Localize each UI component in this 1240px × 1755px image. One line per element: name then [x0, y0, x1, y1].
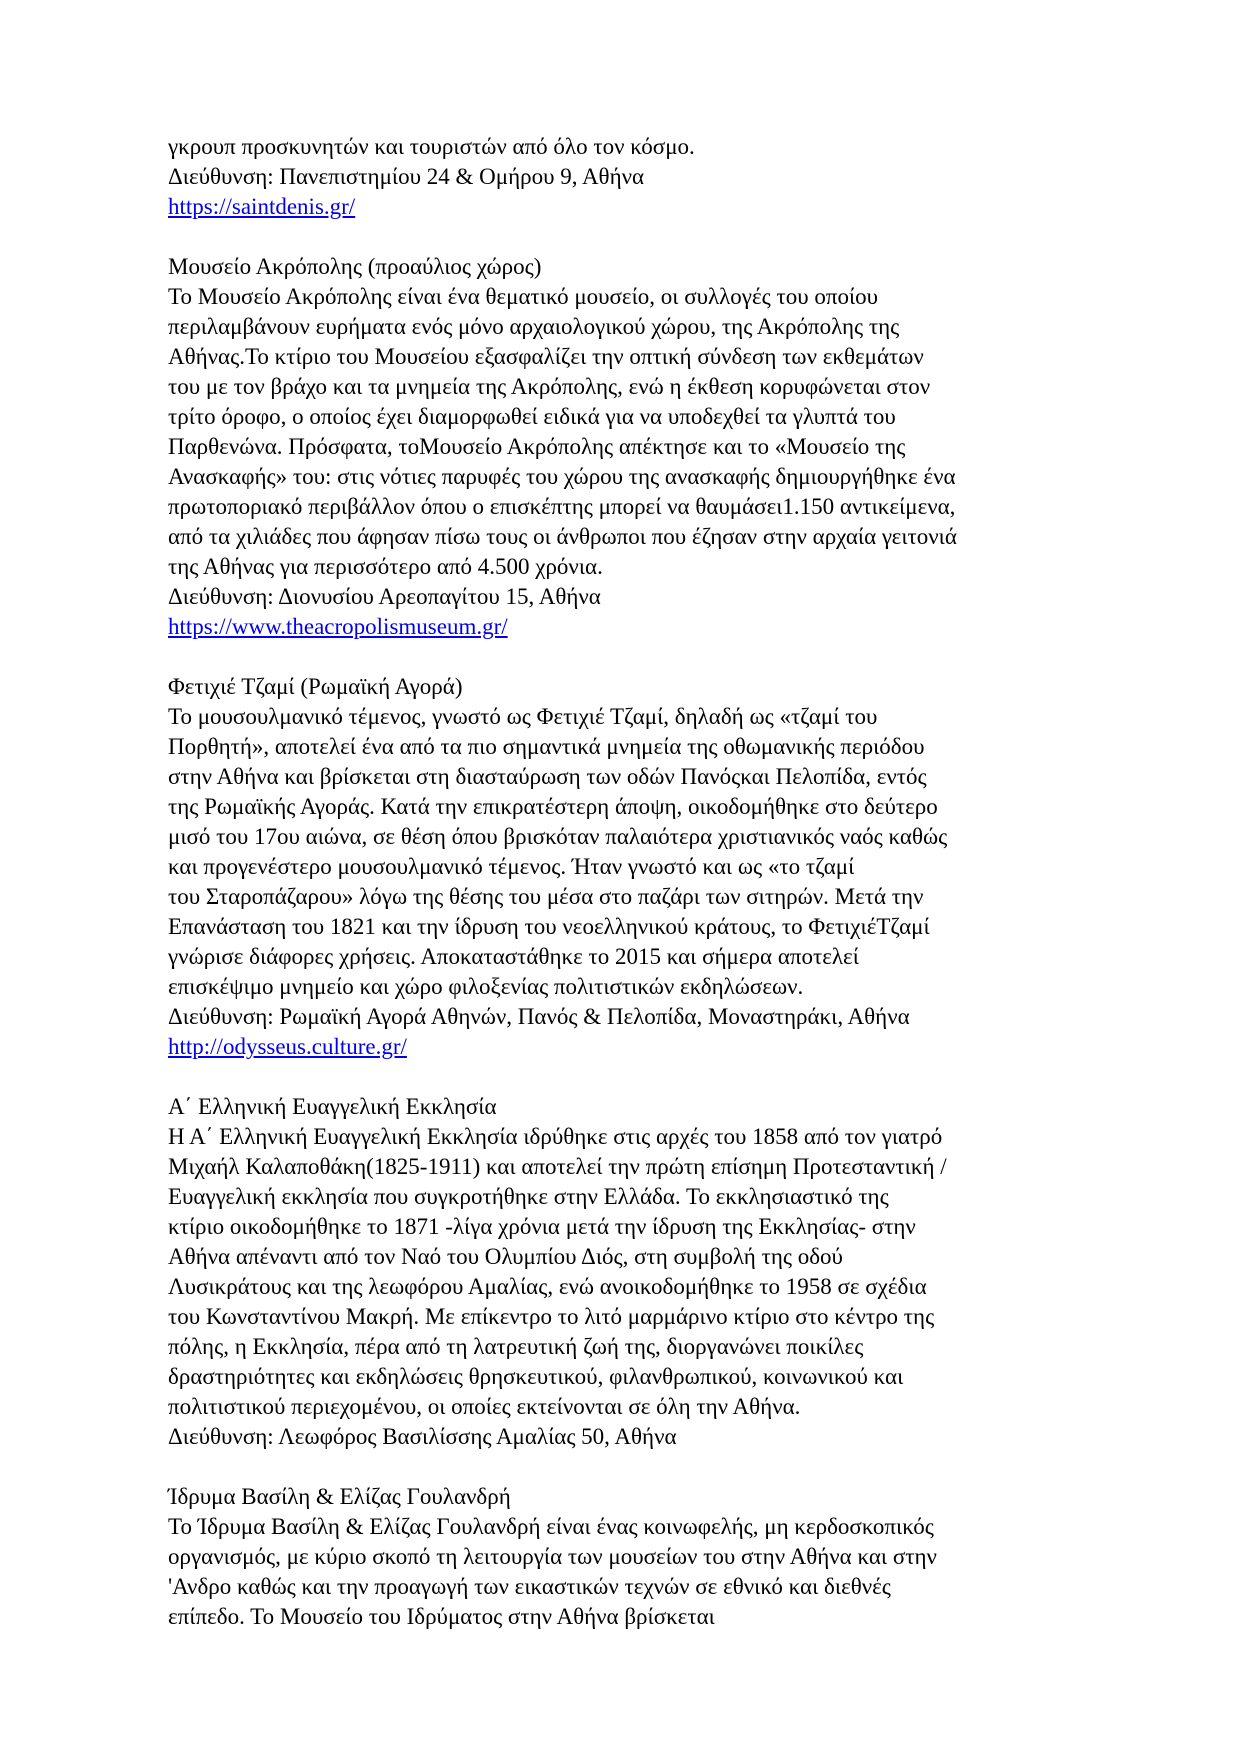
text-line: Επανάσταση του 1821 και την ίδρυση του νεοελληνικού κράτους, το ΦετιχιέΤζαμί: [168, 914, 930, 939]
text-line: γκρουπ προσκυνητών και τουριστών από όλο τον κόσμο.: [168, 134, 695, 159]
document-content: [168, 132, 1098, 1632]
text-line: Ανασκαφής» του: στις νότιες παρυφές του χώρου της ανασκαφής δημιουργήθηκε ένα: [168, 464, 956, 489]
section-title: Ίδρυμα Βασίλη & Ελίζας Γουλανδρή: [168, 1484, 511, 1509]
text-line: κτίριο οικοδομήθηκε το 1871 -λίγα χρόνια μετά την ίδρυση της Εκκλησίας- στην: [168, 1214, 916, 1239]
text-line: Το Ίδρυμα Βασίλη & Ελίζας Γουλανδρή είναι ένας κοινωφελής, μη κερδοσκοπικός: [168, 1514, 934, 1539]
text-line: επισκέψιμο μνημείο και χώρο φιλοξενίας πολιτιστικών εκδηλώσεων.: [168, 974, 804, 999]
text-line: Η Α΄ Ελληνική Ευαγγελική Εκκλησία ιδρύθηκε στις αρχές του 1858 από τον γιατρό: [168, 1124, 943, 1149]
text-line: πρωτοποριακό περιβάλλον όπου ο επισκέπτης μπορεί να θαυμάσει1.150 αντικείμενα,: [168, 494, 956, 519]
text-line: Μιχαήλ Καλαποθάκη(1825-1911) και αποτελεί την πρώτη επίσημη Προτεσταντική /: [168, 1154, 947, 1179]
text-line: Το Μουσείο Ακρόπολης είναι ένα θεματικό μουσείο, οι συλλογές του οποίου: [168, 284, 879, 309]
section-title: Α΄ Ελληνική Ευαγγελική Εκκλησία: [168, 1094, 497, 1119]
text-line: επίπεδο. Το Μουσείο του Ιδρύματος στην Αθήνα βρίσκεται: [168, 1604, 715, 1629]
text-line: Ευαγγελική εκκλησία που συγκροτήθηκε στην Ελλάδα. Το εκκλησιαστικό της: [168, 1184, 889, 1209]
hyperlink[interactable]: https://saintdenis.gr/: [168, 194, 356, 219]
hyperlink[interactable]: https://www.theacropolismuseum.gr/: [168, 614, 508, 639]
text-line: της Αθήνας για περισσότερο από 4.500 χρόνια.: [168, 554, 603, 579]
text-line: και προγενέστερο μουσουλμανικό τέμενος. Ήταν γνωστό και ως «το τζαμί: [168, 854, 855, 879]
text-line: πόλης, η Εκκλησία, πέρα από τη λατρευτική ζωή της, διοργανώνει ποικίλες: [168, 1334, 864, 1359]
text-line: πολιτιστικού περιεχομένου, οι οποίες εκτείνονται σε όλη την Αθήνα.: [168, 1394, 801, 1419]
section: [168, 1482, 1098, 1632]
text-line: τρίτο όροφο, ο οποίος έχει διαμορφωθεί ειδικά για να υποδεχθεί τα γλυπτά του: [168, 404, 896, 429]
text-line: 'Ανδρο καθώς και την προαγωγή των εικαστικών τεχνών σε εθνικό και διεθνές: [168, 1574, 891, 1599]
text-line: γνώρισε διάφορες χρήσεις. Αποκαταστάθηκε το 2015 και σήμερα αποτελεί: [168, 944, 859, 969]
address-line: Διεύθυνση: Ρωμαϊκή Αγορά Αθηνών, Πανός & Πελοπίδα, Μοναστηράκι, Αθήνα: [168, 1004, 910, 1029]
section-title: Φετιχιέ Τζαμί (Ρωμαϊκή Αγορά): [168, 674, 463, 699]
text-line: του Κωνσταντίνου Μακρή. Με επίκεντρο το λιτό μαρμάρινο κτίριο στο κέντρο της: [168, 1304, 935, 1329]
address-line: Διεύθυνση: Διονυσίου Αρεοπαγίτου 15, Αθήνα: [168, 584, 601, 609]
address-line: Διεύθυνση: Λεωφόρος Βασιλίσσης Αμαλίας 50, Αθήνα: [168, 1424, 677, 1449]
text-line: Παρθενώνα. Πρόσφατα, τοΜουσείο Ακρόπολης απέκτησε και το «Μουσείο της: [168, 434, 906, 459]
hyperlink[interactable]: http://odysseus.culture.gr/: [168, 1034, 407, 1059]
text-line: από τα χιλιάδες που άφησαν πίσω τους οι άνθρωποι που έζησαν στην αρχαία γειτονιά: [168, 524, 957, 549]
section: [168, 132, 1098, 222]
section-title: Μουσείο Ακρόπολης (προαύλιος χώρος): [168, 254, 542, 279]
text-line: στην Αθήνα και βρίσκεται στη διασταύρωση των οδών Πανόςκαι Πελοπίδα, εντός: [168, 764, 927, 789]
section: [168, 1092, 1098, 1452]
text-line: του Σταροπάζαρου» λόγω της θέσης του μέσα στο παζάρι των σιτηρών. Μετά την: [168, 884, 924, 909]
text-line: περιλαμβάνουν ευρήματα ενός μόνο αρχαιολογικού χώρου, της Ακρόπολης της: [168, 314, 900, 339]
section: [168, 252, 1098, 642]
address-line: Διεύθυνση: Πανεπιστημίου 24 & Ομήρου 9, Αθήνα: [168, 164, 645, 189]
text-line: μισό του 17ου αιώνα, σε θέση όπου βρισκόταν παλαιότερα χριστιανικός ναός καθώς: [168, 824, 948, 849]
link-line: [168, 192, 1098, 222]
text-line: Αθήνα απέναντι από τον Ναό του Ολυμπίου Διός, στη συμβολή της οδού: [168, 1244, 843, 1269]
text-line: δραστηριότητες και εκδηλώσεις θρησκευτικού, φιλανθρωπικού, κοινωνικού και: [168, 1364, 904, 1389]
section: [168, 672, 1098, 1062]
link-line: [168, 1032, 1098, 1062]
link-line: [168, 612, 1098, 642]
text-line: Λυσικράτους και της λεωφόρου Αμαλίας, ενώ ανοικοδομήθηκε το 1958 σε σχέδια: [168, 1274, 927, 1299]
text-line: της Ρωμαϊκής Αγοράς. Κατά την επικρατέστερη άποψη, οικοδομήθηκε στο δεύτερο: [168, 794, 938, 819]
text-line: του με τον βράχο και τα μνημεία της Ακρόπολης, ενώ η έκθεση κορυφώνεται στον: [168, 374, 931, 399]
text-line: οργανισμός, με κύριο σκοπό τη λειτουργία των μουσείων του στην Αθήνα και στην: [168, 1544, 937, 1569]
text-line: Το μουσουλμανικό τέμενος, γνωστό ως Φετιχιέ Τζαμί, δηλαδή ως «τζαμί του: [168, 704, 878, 729]
text-line: Αθήνας.Το κτίριο του Μουσείου εξασφαλίζει την οπτική σύνδεση των εκθεμάτων: [168, 344, 924, 369]
text-line: Πορθητή», αποτελεί ένα από τα πιο σημαντικά μνημεία της οθωμανικής περιόδου: [168, 734, 925, 759]
